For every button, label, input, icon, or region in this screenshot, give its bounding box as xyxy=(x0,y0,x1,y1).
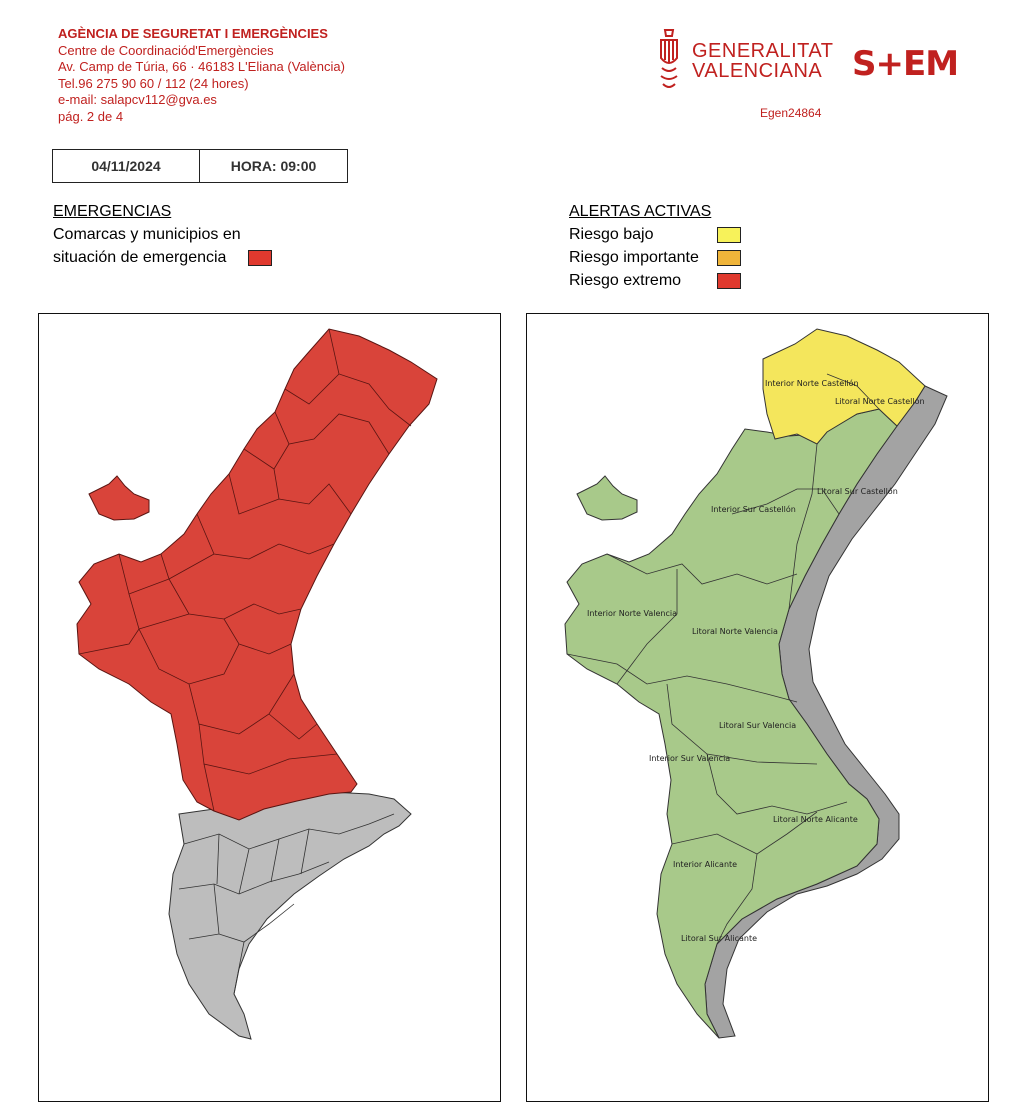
emergencias-line2: situación de emergencia xyxy=(53,249,227,266)
document-code: Egen24864 xyxy=(760,106,822,120)
report-date: 04/11/2024 xyxy=(53,150,200,182)
emergency-map xyxy=(39,314,500,1101)
agency-phone: Tel.96 275 90 60 / 112 (24 hores) xyxy=(58,75,249,91)
zone-label: Interior Sur Castellón xyxy=(711,505,796,514)
alert-swatch-extreme xyxy=(717,273,741,289)
map-region-emergency xyxy=(77,329,437,820)
alertas-title: ALERTAS ACTIVAS xyxy=(569,203,712,220)
emergencias-legend xyxy=(53,200,272,269)
alert-zones-map-panel xyxy=(526,313,989,1102)
alert-swatch-important xyxy=(717,250,741,266)
agency-header xyxy=(58,26,345,125)
emergencias-title: EMERGENCIAS xyxy=(53,203,172,220)
generalitat-logo xyxy=(656,28,833,94)
zone-label: Litoral Norte Castellón xyxy=(835,397,925,406)
zone-label: Litoral Sur Alicante xyxy=(681,934,757,943)
gv-line2: VALENCIANA xyxy=(692,60,823,82)
sem-logo: S+EM xyxy=(852,44,959,84)
date-time-box xyxy=(52,149,348,183)
agency-email: e-mail: salapcv112@gva.es xyxy=(58,92,217,107)
alert-zones-map xyxy=(527,314,988,1101)
map-region-rincon-green xyxy=(577,476,637,520)
map-region-alicante xyxy=(169,792,411,1039)
centre-name: Centre de Coordinaciód'Emergències xyxy=(58,42,274,58)
zone-label: Interior Norte Castellón xyxy=(765,379,859,388)
agency-name: AGÈNCIA DE SEGURETAT I EMERGÈNCIES xyxy=(58,26,328,41)
emergencias-line1: Comarcas y municipios en xyxy=(53,226,241,243)
zone-label: Litoral Norte Valencia xyxy=(692,627,778,636)
zone-label: Litoral Sur Valencia xyxy=(719,721,797,730)
alert-label-important: Riesgo importante xyxy=(569,249,699,266)
zone-label: Interior Alicante xyxy=(673,860,738,869)
alert-label-low: Riesgo bajo xyxy=(569,226,654,243)
alertas-legend xyxy=(569,200,741,292)
agency-address: Av. Camp de Túria, 66 · 46183 L'Eliana (València) xyxy=(58,59,345,74)
zone-label: Interior Norte Valencia xyxy=(587,609,677,618)
page-number: pág. 2 de 4 xyxy=(58,108,124,124)
emergency-map-panel xyxy=(38,313,501,1102)
emergency-swatch xyxy=(248,250,272,266)
zone-label: Litoral Sur Castellón xyxy=(817,487,898,496)
report-time: HORA: 09:00 xyxy=(230,158,317,174)
map-region-rincon xyxy=(89,476,149,520)
zone-label: Interior Sur Valencia xyxy=(649,754,731,763)
alert-swatch-low xyxy=(717,227,741,243)
alert-label-extreme: Riesgo extremo xyxy=(569,272,682,289)
zone-label: Litoral Norte Alicante xyxy=(773,815,858,824)
gv-line1: GENERALITAT xyxy=(692,40,834,62)
coat-of-arms-icon xyxy=(656,28,682,94)
